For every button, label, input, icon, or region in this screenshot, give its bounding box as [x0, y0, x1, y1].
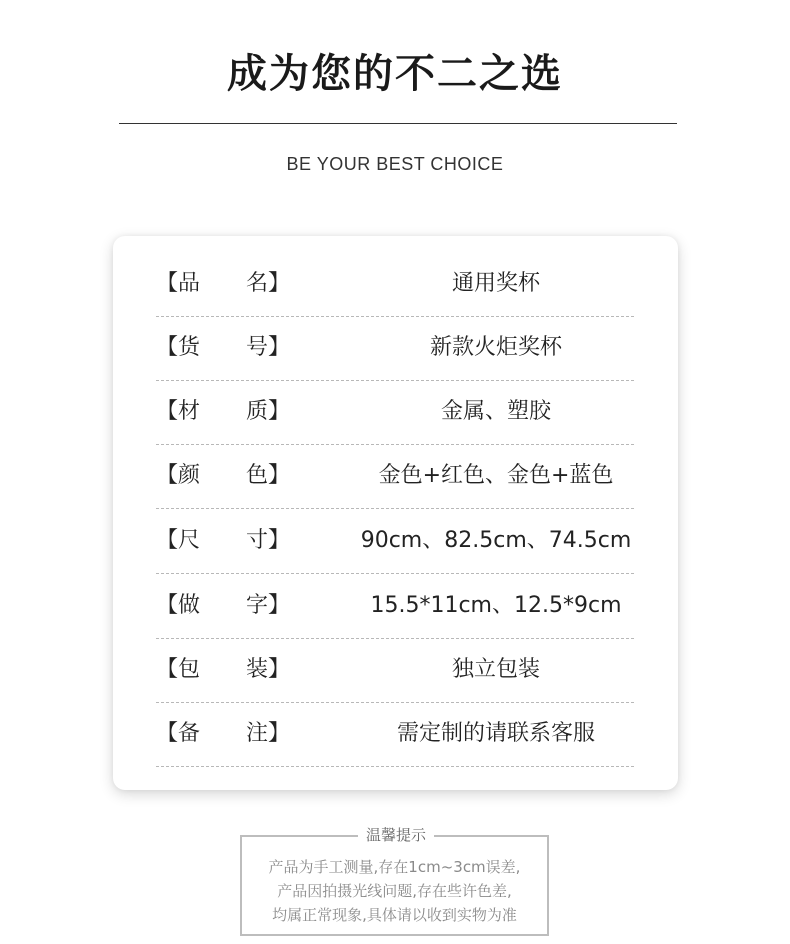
spec-key-end: 寸】 — [246, 528, 291, 553]
spec-value: 独立包装 — [451, 657, 540, 682]
spec-key-start: 【品 — [156, 271, 201, 296]
spec-key-end: 号】 — [246, 335, 291, 360]
spec-key-end: 名】 — [246, 271, 291, 296]
spec-key-start: 【做 — [156, 593, 201, 618]
spec-value: 金色+红色、金色+蓝色 — [378, 463, 614, 488]
spec-key-start: 【备 — [156, 721, 201, 746]
spec-key-end: 注】 — [246, 721, 291, 746]
spec-key-end: 字】 — [246, 593, 291, 618]
spec-row-remarks — [156, 702, 634, 767]
spec-key-start: 【包 — [156, 657, 201, 682]
spec-key-end: 质】 — [246, 399, 291, 424]
notice-line-3: 均属正常现象,具体请以收到实物为准 — [272, 906, 517, 924]
notice-border-top-left — [240, 835, 358, 837]
notice-line-2: 产品因拍摄光线问题,存在些许色差, — [277, 882, 512, 900]
spec-key-start: 【材 — [156, 399, 201, 424]
spec-key-end: 装】 — [246, 657, 291, 682]
spec-card — [113, 236, 678, 790]
page-subtitle: BE YOUR BEST CHOICE — [286, 154, 504, 174]
spec-value: 90cm、82.5cm、74.5cm — [360, 528, 632, 553]
page-title: 成为您的不二之选 — [227, 51, 563, 97]
spec-value: 新款火炬奖杯 — [429, 335, 562, 360]
spec-key-end: 色】 — [246, 463, 291, 488]
notice-title: 温馨提示 — [365, 826, 426, 844]
spec-key-start: 【尺 — [156, 528, 201, 553]
title-divider — [119, 123, 677, 124]
spec-value: 通用奖杯 — [451, 271, 540, 296]
notice-border-top-right — [434, 835, 549, 837]
spec-value: 金属、塑胶 — [440, 399, 551, 424]
spec-key-start: 【货 — [156, 335, 201, 360]
spec-key-start: 【颜 — [156, 463, 201, 488]
spec-value: 需定制的请联系客服 — [396, 721, 595, 746]
spec-value: 15.5*11cm、12.5*9cm — [370, 593, 622, 618]
notice-line-1: 产品为手工测量,存在1cm~3cm误差, — [268, 858, 521, 876]
